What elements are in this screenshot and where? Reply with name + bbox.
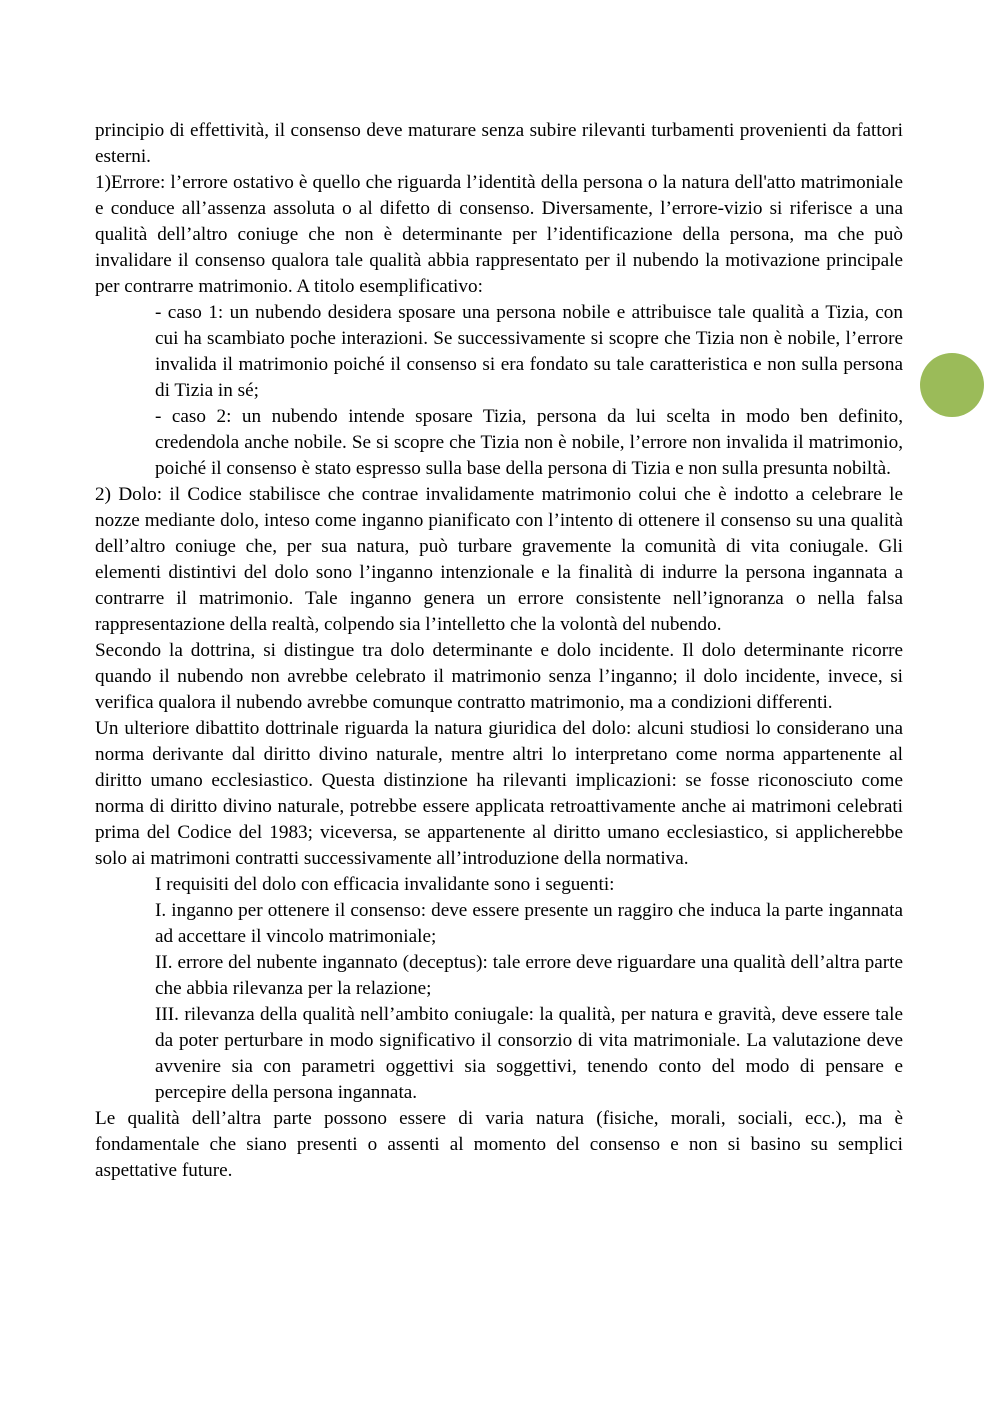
paragraph-qualita: Le qualità dell’altra parte possono essere di varia natura (fisiche, morali, sociali, ecc.), ma è fondamentale che siano presenti o assenti al momento del consenso e non si basino su semplici aspettative future. [95, 1108, 903, 1181]
list-item-requisito-2: II. errore del nubente ingannato (deceptus): tale errore deve riguardare una qualità dell’altra parte che abbia rilevanza per la relazione; [155, 952, 903, 999]
list-item-caso-1: - caso 1: un nubendo desidera sposare una persona nobile e attribuisce tale qualità a Tizia, con cui ha scambiato poche interazioni. Se successivamente si scopre che Tizia non è nobile, l’errore invalida il matrimonio poiché il consenso si era fondato su tale caratteristica e non sulla persona di Tizia in sé; [155, 302, 903, 401]
list-item-caso-2: - caso 2: un nubendo intende sposare Tizia, persona da lui scelta in modo ben definito, credendola anche nobile. Se si scopre che Tizia non è nobile, l’errore non invalida il matrimonio, poiché il consenso è stato espresso sulla base della persona di Tizia e non sulla presunta nobiltà. [155, 406, 903, 479]
paragraph-dottrina: Secondo la dottrina, si distingue tra dolo determinante e dolo incidente. Il dolo determinante ricorre quando il nubendo non avrebbe celebrato il matrimonio senza l’inganno; il dolo incidente, invece, si verifica qualora il nubendo avrebbe comunque contratto matrimonio, ma a condizioni differenti. [95, 640, 903, 713]
paragraph-dibattito: Un ulteriore dibattito dottrinale riguarda la natura giuridica del dolo: alcuni studiosi lo considerano una norma derivante dal diritto divino naturale, mentre altri lo interpretano come norma appartenente al diritto umano ecclesiastico. Questa distinzione ha rilevanti implicazioni: se fosse riconosciuto come norma di diritto divino naturale, potrebbe essere applicata retroattivamente anche ai matrimoni celebrati prima del Codice del 1983; viceversa, se appartenente al diritto umano ecclesiastico, si applicherebbe solo ai matrimoni contratti successivamente all’introduzione della normativa. [95, 718, 903, 869]
paragraph-requisiti-intro: I requisiti del dolo con efficacia invalidante sono i seguenti: [155, 874, 615, 895]
list-item-requisito-3: III. rilevanza della qualità nell’ambito coniugale: la qualità, per natura e gravità, deve essere tale da poter perturbare in modo significativo il consorzio di vita matrimoniale. La valutazione deve avvenire sia con parametri oggettivi sia soggettivi, tenendo conto del modo di pensare e percepire della persona ingannata. [155, 1004, 903, 1103]
list-item-requisito-1: I. inganno per ottenere il consenso: deve essere presente un raggiro che induca la parte ingannata ad accettare il vincolo matrimoniale; [155, 900, 903, 947]
document-body [95, 118, 903, 1184]
paragraph-errore: 1)Errore: l’errore ostativo è quello che riguarda l’identità della persona o la natura dell'atto matrimoniale e conduce all’assenza assoluta o al difetto di consenso. Diversamente, l’errore-vizio si riferisce a una qualità dell’altro coniuge che non è determinante per l’identificazione della persona, ma che può invalidare il consenso qualora tale qualità abbia rappresentato per il nubendo la motivazione principale per contrarre matrimonio. A titolo esemplificativo: [95, 172, 903, 297]
margin-decoration-dot [920, 353, 984, 417]
paragraph-effettivita: principio di effettività, il consenso deve maturare senza subire rilevanti turbamenti provenienti da fattori esterni. [95, 120, 903, 167]
paragraph-dolo: 2) Dolo: il Codice stabilisce che contrae invalidamente matrimonio colui che è indotto a celebrare le nozze mediante dolo, inteso come inganno pianificato con l’intento di ottenere il consenso su una qualità dell’altro coniuge che, per sua natura, può turbare gravemente la comunità di vita coniugale. Gli elementi distintivi del dolo sono l’inganno intenzionale e la finalità di indurre la persona ingannata a contrarre il matrimonio. Tale inganno genera un errore consistente nell’ignoranza o nella falsa rappresentazione della realtà, colpendo sia l’intelletto che la volontà del nubendo. [95, 484, 903, 635]
